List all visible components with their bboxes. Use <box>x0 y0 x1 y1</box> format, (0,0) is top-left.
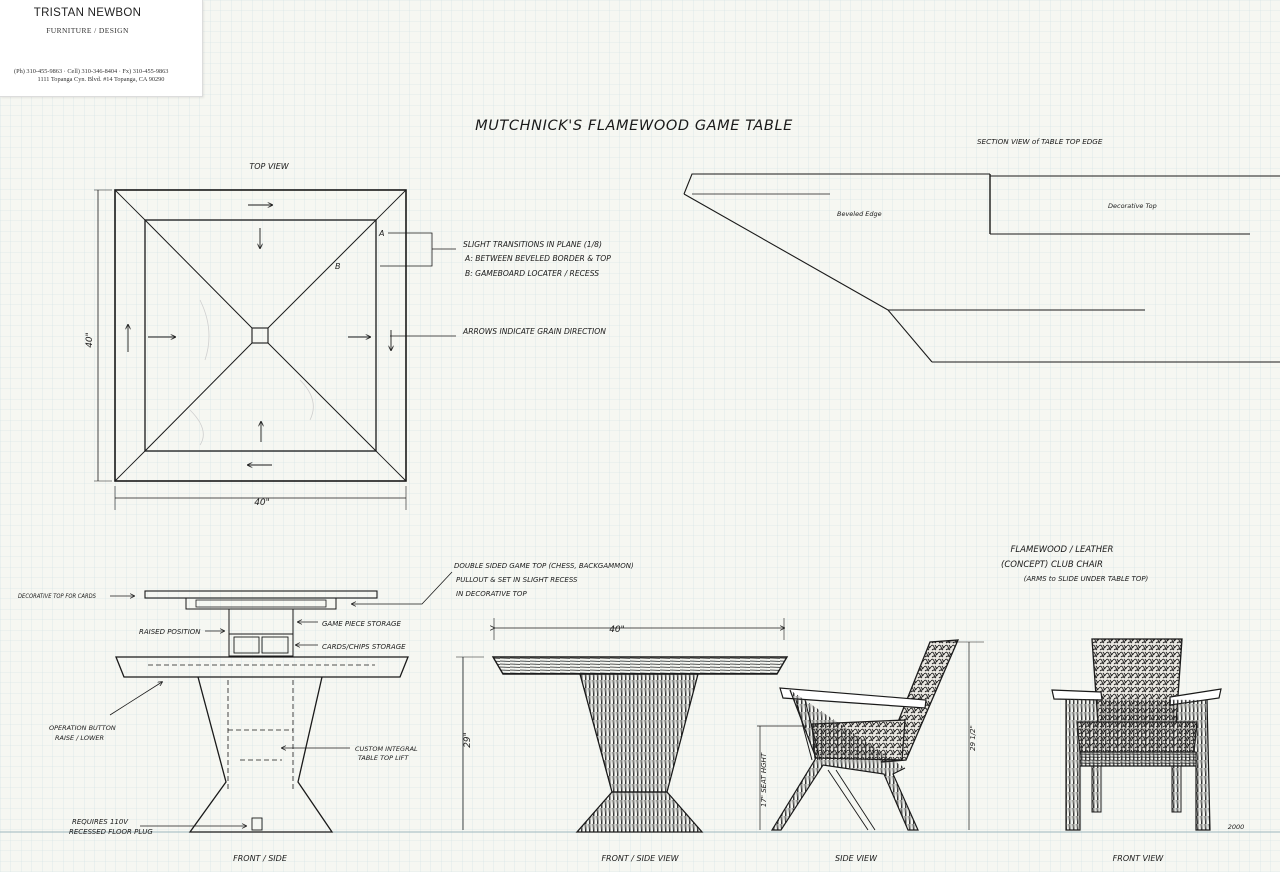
note-b: B: GAMEBOARD LOCATER / RECESS <box>465 269 600 278</box>
designer-phones: (Ph) 310-455-9863 · Cell) 310-346-8404 · Fx) 310-455-9863 <box>14 68 169 75</box>
chair-title-1: FLAMEWOOD / LEATHER <box>1010 545 1114 555</box>
table-height-dim: 29" <box>463 732 473 748</box>
label-requires-2: RECESSED FLOOR PLUG <box>69 828 153 836</box>
label-pullout: PULLOUT & SET IN SLIGHT RECESS <box>456 576 578 584</box>
caption-front-side: FRONT / SIDE <box>233 854 287 863</box>
label-game-piece: GAME PIECE STORAGE <box>322 620 401 628</box>
note-a: A: BETWEEN BEVELED BORDER & TOP <box>465 254 611 263</box>
chair-title-2: (CONCEPT) CLUB CHAIR <box>1001 560 1103 570</box>
chair-front-arm-left <box>1052 690 1102 700</box>
note-arrows: ARROWS INDICATE GRAIN DIRECTION <box>463 327 606 336</box>
label-cards-chips: CARDS/CHIPS STORAGE <box>322 643 406 651</box>
caption-front-side-view: FRONT / SIDE VIEW <box>601 854 679 863</box>
top-view-height-dim: 40" <box>85 332 95 348</box>
label-decorative-top-1: DECORATIVE TOP FOR CARDS <box>18 592 96 600</box>
label-game-top: DOUBLE SIDED GAME TOP (CHESS, BACKGAMMON) <box>454 562 634 570</box>
section-label: SECTION VIEW of TABLE TOP EDGE <box>977 137 1103 146</box>
label-custom-1: CUSTOM INTEGRAL <box>355 745 418 753</box>
table-width-dim: 40" <box>609 625 625 635</box>
top-view-label: TOP VIEW <box>249 162 289 171</box>
label-operation-1: OPERATION BUTTON <box>49 724 116 732</box>
label-operation-2: RAISE / LOWER <box>55 734 105 742</box>
label-requires-1: REQUIRES 110V <box>72 818 129 826</box>
caption-side-view: SIDE VIEW <box>835 854 877 863</box>
marker-a: A <box>379 229 385 238</box>
drawing-title: MUTCHNICK'S FLAMEWOOD GAME TABLE <box>475 118 793 134</box>
marker-b: B <box>335 262 341 271</box>
label-custom-2: TABLE TOP LIFT <box>358 754 409 762</box>
note-transitions: SLIGHT TRANSITIONS IN PLANE (1/8) <box>463 240 602 249</box>
designer-address: 1111 Topanga Cyn. Blvd. #14 Topanga, CA 90290 <box>37 76 165 83</box>
business-card <box>0 0 203 97</box>
label-in-decorative: IN DECORATIVE TOP <box>456 590 527 598</box>
chair-title-3: (ARMS to SLIDE UNDER TABLE TOP) <box>1023 575 1149 583</box>
section-beveled-label: Beveled Edge <box>837 210 882 218</box>
table-top-elev <box>493 657 787 674</box>
section-decorative-label: Decorative Top <box>1108 202 1157 210</box>
year-mark: 2000 <box>1227 823 1245 831</box>
top-view-width-dim: 40" <box>254 498 270 508</box>
designer-subtitle: FURNITURE / DESIGN <box>46 26 129 35</box>
designer-name: TRISTAN NEWBON <box>33 7 142 19</box>
chair-seat-height: 17" SEAT HGHT <box>760 752 768 808</box>
caption-front-view: FRONT VIEW <box>1112 854 1164 863</box>
chair-total-height: 29 1/2" <box>969 725 977 751</box>
label-raised: RAISED POSITION <box>139 628 201 636</box>
